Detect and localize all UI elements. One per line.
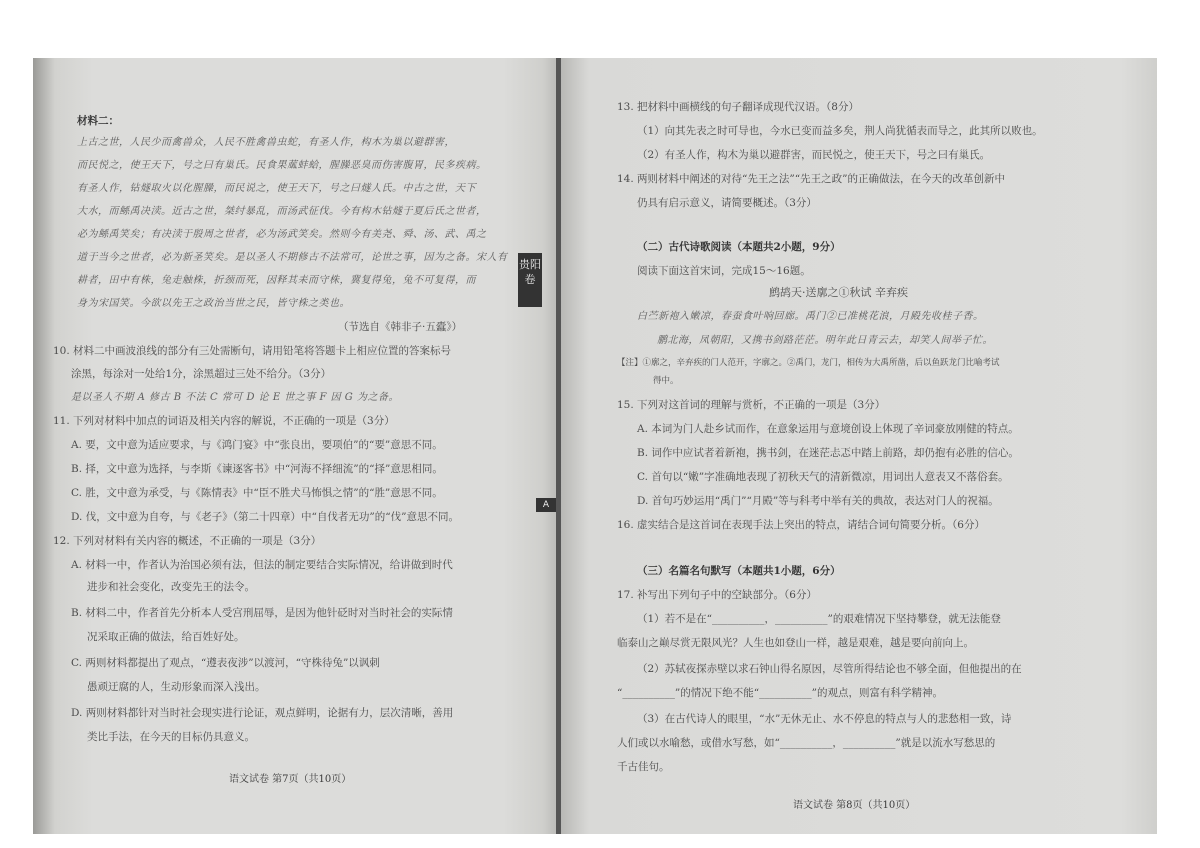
right-page-footer: 语文试卷 第8页（共10页） xyxy=(793,800,916,811)
passage-line: 必为鲧禹笑矣；有决渎于殷周之世者，必为汤武笑矣。然则今有美尧、舜、汤、武、禹之 xyxy=(77,229,487,240)
question-17-item-1-cont: 临泰山之巅尽赏无限风光？人生也如登山一样，越是艰难，越是要向前向上。 xyxy=(617,637,974,649)
question-17-item-2: （2）苏轼夜探赤壁以求石钟山得名原因，尽管所得结论也不够全面，但他提出的在 xyxy=(637,663,1022,675)
question-11-option-d: D. 伐，文中意为自夸，与《老子》（第二十四章）中“自伐者无功”的“伐”意思不同。 xyxy=(71,511,459,523)
side-tab: 贵阳卷 xyxy=(518,253,542,307)
question-12: 12. 下列对材料有关内容的概述，不正确的一项是（3分） xyxy=(53,535,322,547)
question-17-item-3-end: 千古佳句。 xyxy=(617,761,670,773)
poem-note: 【注】①廓之，辛弃疾的门人范开，字廓之。②禹门，龙门，相传为大禹所凿，后以鱼跃龙门比喻考试 xyxy=(617,358,1000,368)
poem-title: 鹧鸪天·送廓之①秋试 辛弃疾 xyxy=(769,286,908,299)
question-16: 16. 虚实结合是这首词在表现手法上突出的特点，请结合词句简要分析。（6分） xyxy=(617,519,985,531)
section-2-intro: 阅读下面这首宋词，完成15～16题。 xyxy=(637,265,811,277)
section-3-title: （三）名篇名句默写（本题共1小题，6分） xyxy=(637,565,841,577)
question-12-option-d-cont: 类比手法，在今天的目标仍具意义。 xyxy=(87,731,255,743)
question-10-sentence: 是以圣人不期 A 修古 B 不法 C 常可 D 论 E 世之事 F 因 G 为之备。 xyxy=(71,392,399,403)
question-13: 13. 把材料中画横线的句子翻译成现代汉语。（8分） xyxy=(617,101,859,113)
question-11: 11. 下列对材料中加点的词语及相关内容的解说，不正确的一项是（3分） xyxy=(53,415,395,427)
passage-line: 耕者，田中有株，兔走触株，折颈而死，因释其耒而守株，冀复得兔，兔不可复得，而 xyxy=(77,275,476,286)
question-12-option-c: C. 两则材料都提出了观点，“遵表夜涉”以渡河，“守株待兔”以讽刺 xyxy=(71,657,380,669)
question-12-option-d: D. 两则材料都针对当时社会现实进行论证，观点鲜明，论据有力，层次清晰，善用 xyxy=(71,707,454,719)
right-page xyxy=(561,58,1157,834)
question-11-option-b: B. 择，文中意为选择，与李斯《谏逐客书》中“河海不择细流”的“择”意思相同。 xyxy=(71,463,443,475)
left-page xyxy=(33,58,556,834)
question-17-item-3-cont: 人们或以水喻愁，或借水写愁，如“__________，__________”就是以流水写愁思的 xyxy=(617,737,996,749)
question-17: 17. 补写出下列句子中的空缺部分。（6分） xyxy=(617,589,817,601)
source-citation: （节选自《韩非子·五蠹》） xyxy=(338,321,463,333)
left-page-footer: 语文试卷 第7页（共10页） xyxy=(229,774,352,785)
poem-note-cont: 得中。 xyxy=(653,376,679,386)
passage-line: 道于当今之世者，必为新圣笑矣。是以圣人不期修古不法常可，论世之事，因为之备。宋人有 xyxy=(77,252,508,263)
passage-line: 而民悦之，使王天下，号之曰有巢氏。民食果蓏蚌蛤，腥臊恶臭而伤害腹胃，民多疾病。 xyxy=(77,160,487,171)
question-12-option-b-cont: 况采取正确的做法，给百姓好处。 xyxy=(87,631,245,643)
question-17-item-1: （1）若不是在“__________，__________”的艰难情况下坚持攀登，就无法能登 xyxy=(637,613,1001,625)
passage-line: 大水，而鲧禹决渎。近古之世，桀纣暴乱，而汤武征伐。今有构木钻燧于夏后氏之世者， xyxy=(77,206,487,217)
question-12-option-b: B. 材料二中，作者首先分析本人受宫刑屈辱，是因为他针砭时对当时社会的实际情 xyxy=(71,607,453,619)
side-marker: A xyxy=(536,498,556,512)
question-13-part-2: （2）有圣人作，构木为巢以避群害，而民悦之，使王天下，号之曰有巢氏。 xyxy=(637,149,991,161)
poem-line: 白苎新袍入嫩凉，春蚕食叶响回廊。禹门②已准桃花浪，月殿先收桂子香。 xyxy=(637,311,984,322)
passage-line: 上古之世，人民少而禽兽众，人民不胜禽兽虫蛇，有圣人作，构木为巢以避群害， xyxy=(77,137,455,148)
question-13-part-1: （1）向其先表之时可导也，今水已变而益多矣，荆人尚犹循表而导之，此其所以败也。 xyxy=(637,125,1043,137)
book-spread xyxy=(33,58,1157,834)
passage-line: 身为宋国笑。今欲以先王之政治当世之民，皆守株之类也。 xyxy=(77,298,350,309)
question-15-option-d: D. 首句巧妙运用“禹门”“月殿”等与科考中举有关的典故，表达对门人的祝福。 xyxy=(637,495,999,507)
question-11-option-a: A. 要，文中意为适应要求，与《鸿门宴》中“张良出，要项伯”的“要”意思不同。 xyxy=(71,439,443,451)
section-label: 材料二： xyxy=(77,115,119,127)
question-15-option-b: B. 词作中应试者着新袍，携书剑，在迷茫忐忑中踏上前路，却仍抱有必胜的信心。 xyxy=(637,447,1019,459)
question-17-item-3: （3）在古代诗人的眼里，“水”无休无止、水不停息的特点与人的悲愁相一致，诗 xyxy=(637,713,1012,725)
question-14: 14. 两则材料中阐述的对待“先王之法”“先王之政”的正确做法，在今天的改革创新中 xyxy=(617,173,1006,185)
question-12-option-a-cont: 进步和社会变化，改变先王的法令。 xyxy=(87,581,255,593)
question-15-option-c: C. 首句以“嫩”字准确地表现了初秋天气的清新微凉，用词出人意表又不落俗套。 xyxy=(637,471,1009,483)
question-10-instruction: 涂黑，每涂对一处给1分，涂黑超过三处不给分。（3分） xyxy=(71,368,332,380)
question-12-option-c-cont: 愚顽迂腐的人，生动形象而深入浅出。 xyxy=(87,681,266,693)
passage-line: 有圣人作，钻燧取火以化腥臊，而民说之，使王天下，号之曰燧人氏。中古之世，天下 xyxy=(77,183,476,194)
question-15-option-a: A. 本词为门人赴乡试而作，在意象运用与意境创设上体现了辛词豪放刚健的特点。 xyxy=(637,423,1019,435)
question-12-option-a: A. 材料一中，作者认为治国必须有法，但法的制定要结合实际情况，给讲做到时代 xyxy=(71,559,453,571)
question-11-option-c: C. 胜，文中意为承受，与《陈情表》中“臣不胜犬马怖惧之情”的“胜”意思不同。 xyxy=(71,487,443,499)
section-2-title: （二）古代诗歌阅读（本题共2小题，9分） xyxy=(637,241,841,253)
question-17-item-2-cont: “__________”的情况下绝不能“__________”的观点，则富有科学精神。 xyxy=(617,687,943,699)
question-14-cont: 仍具有启示意义，请简要概述。（3分） xyxy=(637,197,817,209)
poem-line: 鹏北海，凤朝阳，又携书剑路茫茫。明年此日青云去，却笑人间举子忙。 xyxy=(657,335,993,346)
question-15: 15. 下列对这首词的理解与赏析，不正确的一项是（3分） xyxy=(617,399,886,411)
question-10: 10. 材料二中画波浪线的部分有三处需断句，请用铅笔将答题卡上相应位置的答案标号 xyxy=(53,345,452,357)
